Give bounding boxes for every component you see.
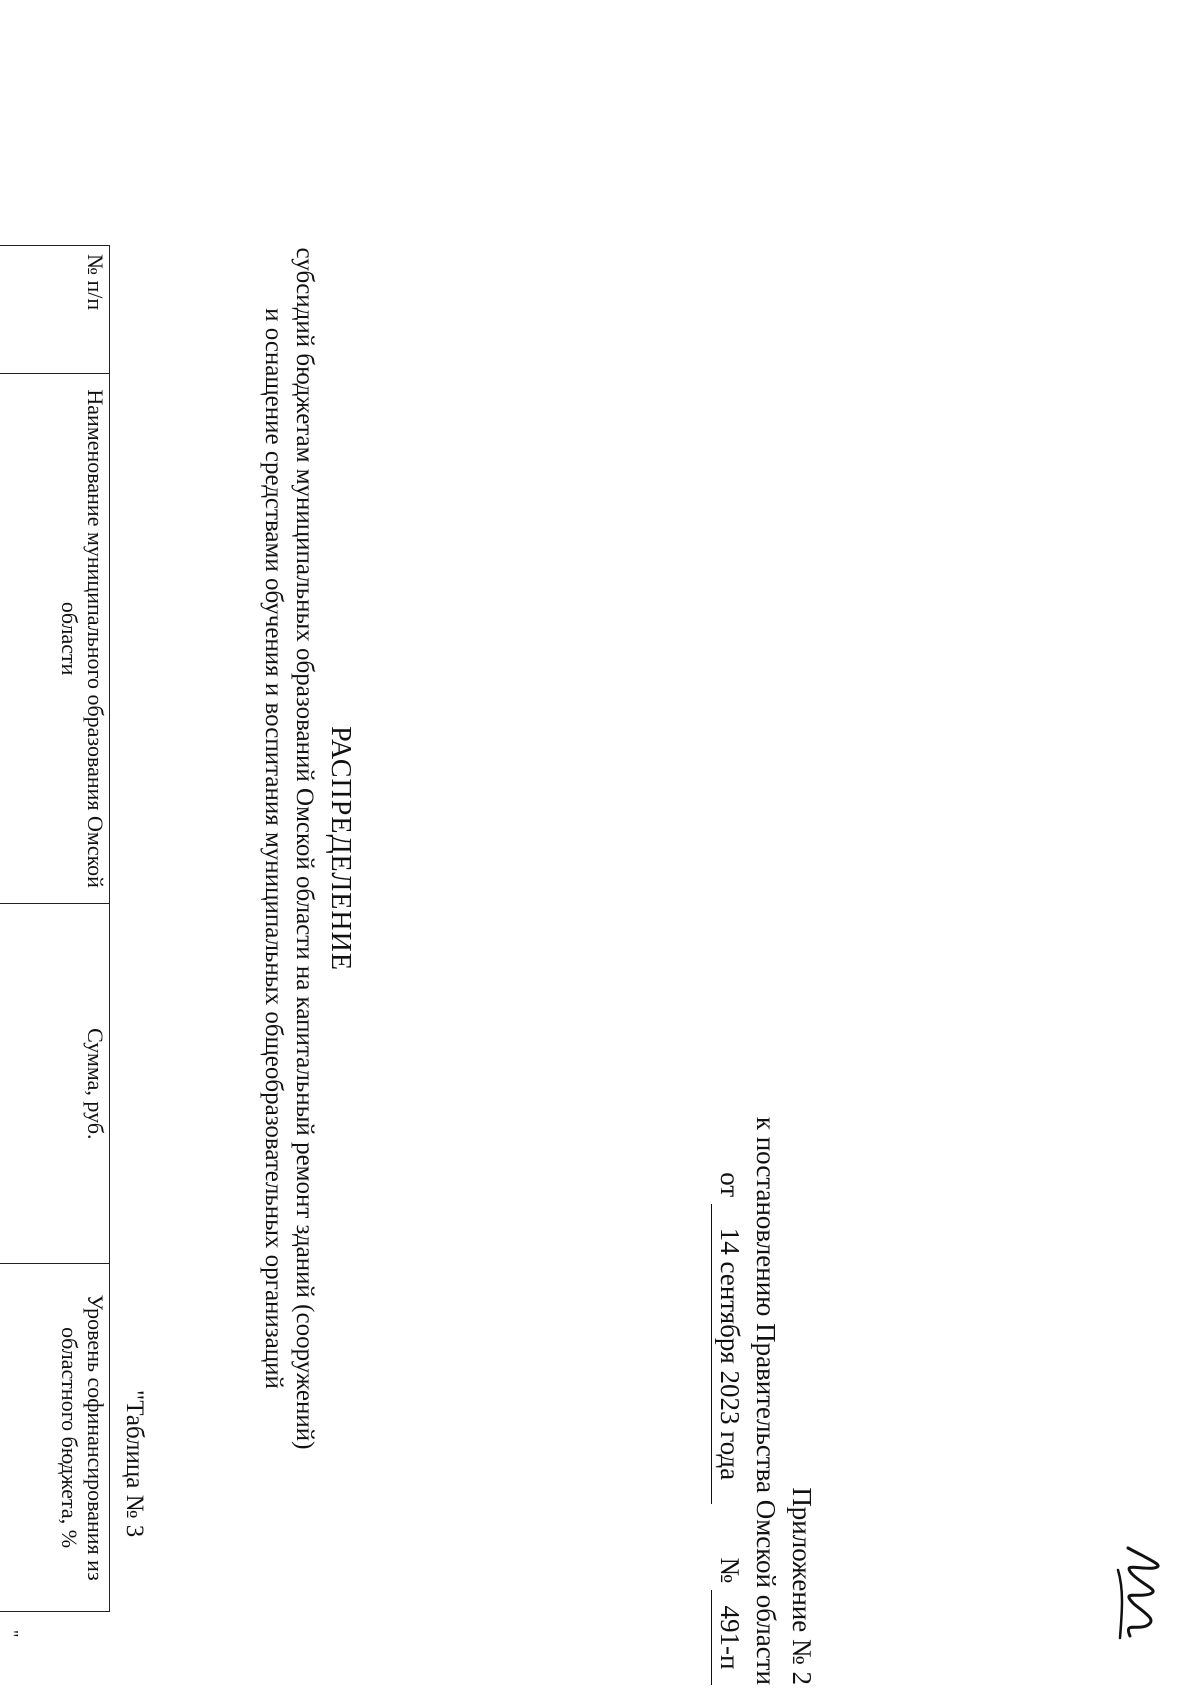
document-header — [711, 1085, 820, 1685]
document-subtitle-line-2: и оснащение средствами обучения и воспитания муниципальных общеобразовательных организаций — [260, 308, 287, 1389]
decree-reference: к постановлению Правительства Омской области — [751, 1116, 781, 1685]
closing-quote-mark: " — [2, 1630, 22, 1638]
header-sum: Сумма, руб. — [0, 904, 110, 1264]
decree-date-row — [711, 1085, 748, 1685]
document-title-block — [258, 0, 360, 1697]
decree-date: 14 сентября 2023 года — [711, 1204, 748, 1504]
table-number-label: "Таблица № 3 — [121, 1390, 148, 1538]
header-name: Наименование муниципального образования Омской области — [0, 373, 110, 904]
header-num: № п/п — [0, 246, 110, 374]
distribution-table — [0, 245, 110, 1612]
from-label: от — [715, 1172, 745, 1198]
table-header-row — [0, 246, 110, 1612]
appendix-label: Приложение № 2 — [787, 1487, 817, 1685]
handwritten-initials-signature — [1100, 1540, 1180, 1650]
header-level: Уровень софинансирования из областного бюджета, % — [0, 1264, 110, 1612]
document-subtitle-line-1: субсидий бюджетам муниципальных образований Омской области на капитальный ремонт зданий (сооружений) — [291, 247, 318, 1450]
number-label: № — [715, 1557, 745, 1584]
decree-number: 491-п — [711, 1590, 748, 1685]
document-title: РАСПРЕДЕЛЕНИЕ — [325, 726, 356, 971]
